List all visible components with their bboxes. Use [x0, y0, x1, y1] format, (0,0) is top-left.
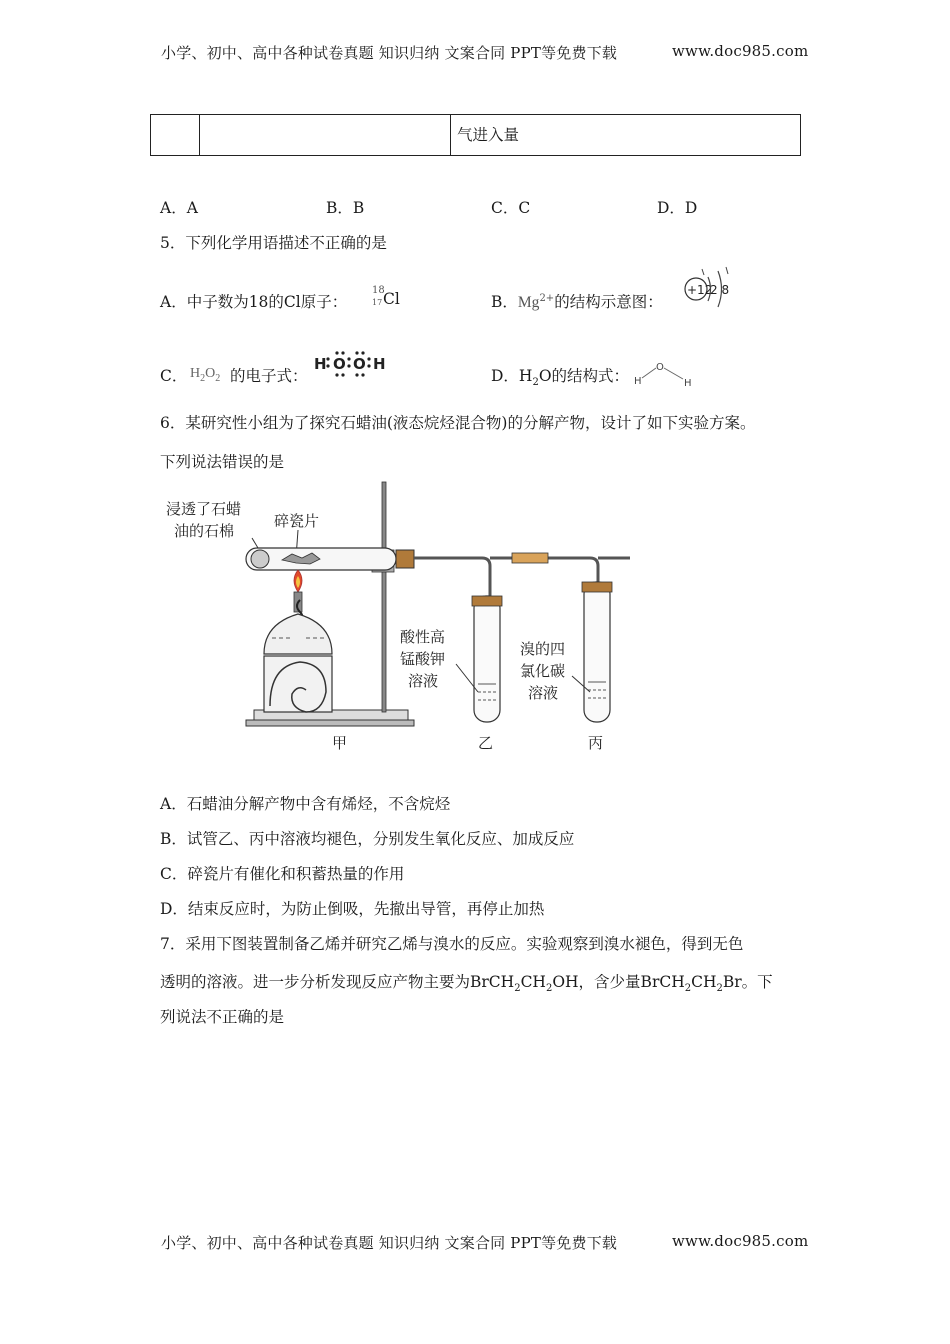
label-br-1: 溴的四: [520, 640, 566, 658]
q7-line1: 7．采用下图装置制备乙烯并研究乙烯与溴水的反应。实验观察到溴水褪色，得到无色: [160, 935, 744, 953]
label-kmno4-3: 溶液: [408, 672, 439, 690]
q5-c-formula: [190, 366, 220, 384]
label-cotton-1: 浸透了石蜡: [166, 500, 242, 518]
label-cotton-2: 油的石棉: [174, 522, 235, 540]
table-divider: [199, 115, 200, 155]
svg-text:H: H: [314, 355, 327, 373]
q5-stem: 5．下列化学用语描述不正确的是: [160, 234, 387, 252]
label-kmno4-1: 酸性高: [400, 628, 446, 646]
answer-table: [150, 114, 801, 156]
q5-b-charge: 2+: [539, 292, 555, 304]
water-o-atom: O: [656, 362, 664, 373]
q5-a-atomic-number: 17: [372, 298, 383, 307]
q7-sub: 2: [684, 983, 692, 995]
h2o2-lewis-structure: [312, 348, 390, 378]
q4-option-c: C．C: [491, 199, 531, 217]
label-porcelain: 碎瓷片: [274, 512, 320, 530]
q7-line2: [160, 970, 773, 994]
q6-option-b: B．试管乙、丙中溶液均褪色，分别发生氧化反应、加成反应: [160, 830, 575, 848]
q5-d-suffix: O的结构式：: [538, 367, 630, 385]
q4-option-b: B．B: [326, 199, 365, 217]
q6-stem-line2: 下列说法错误的是: [160, 453, 285, 471]
q6-option-c: C．碎瓷片有催化和积蓄热量的作用: [160, 865, 405, 883]
q7-line2-d: CH: [691, 973, 717, 991]
water-h-atom: H: [634, 376, 642, 387]
q6-stem-line1: 6．某研究性小组为了探究石蜡油(液态烷烃混合物)的分解产物，设计了如下实验方案。: [160, 414, 756, 432]
svg-text:O: O: [333, 355, 346, 373]
q6-option-a: A．石蜡油分解产物中含有烯烃，不含烷烃: [160, 795, 451, 813]
footer-text: 小学、初中、高中各种试卷真题 知识归纳 文案合同 PPT等免费下载: [161, 1234, 618, 1252]
label-br-3: 溶液: [528, 684, 559, 702]
water-h-atom: H: [684, 378, 692, 388]
table-divider: [450, 115, 451, 155]
footer-url[interactable]: www.doc985.com: [672, 1232, 809, 1250]
header-text: 小学、初中、高中各种试卷真题 知识归纳 文案合同 PPT等免费下载: [161, 44, 618, 62]
q5-c-suffix: 的电子式：: [230, 367, 308, 385]
caption-jia: 甲: [332, 734, 348, 752]
label-kmno4-2: 锰酸钾: [400, 650, 446, 668]
q4-option-a: A．A: [160, 199, 198, 217]
water-structural-formula: [632, 358, 696, 388]
q6-option-d: D．结束反应时，为防止倒吸，先撤出导管，再停止加热: [160, 900, 545, 918]
q5-b-prefix: B．: [491, 293, 518, 311]
mg-ion-structure-diagram: [682, 265, 742, 311]
q4-option-d: D．D: [657, 199, 698, 217]
q5-option-a: [160, 290, 347, 312]
q7-sub: 2: [514, 983, 521, 995]
label-br-2: 氯化碳: [520, 662, 566, 680]
q5-a-prefix: A．中子数为18的Cl原子：: [160, 293, 348, 311]
q7-line2-c: OH，含少量BrCH: [552, 973, 685, 991]
svg-text:O: O: [353, 355, 366, 373]
q7-line2-b: CH: [520, 973, 546, 991]
table-cell: 气进入量: [457, 126, 520, 144]
q7-line2-e: Br。下: [722, 973, 773, 991]
q7-sub: 2: [545, 983, 553, 995]
formula-h-sub: 2: [200, 372, 206, 384]
q7-line2-a: 透明的溶液。进一步分析发现反应产物主要为BrCH: [160, 973, 515, 991]
q5-d-prefix: D．H: [491, 367, 533, 385]
q5-b-suffix: 的结构示意图：: [554, 293, 663, 311]
q7-sub: 2: [716, 983, 723, 995]
q5-option-c: [160, 364, 187, 386]
q5-b-ion: Mg: [517, 294, 540, 311]
electron-shells: 2 8: [710, 283, 730, 297]
q5-d-sub: 2: [532, 377, 539, 389]
q5-option-d: [491, 364, 629, 388]
caption-bing: 丙: [588, 734, 604, 752]
q7-line3: 列说法不正确的是: [160, 1008, 285, 1026]
q5-c-prefix: C．: [160, 367, 188, 385]
formula-h: H: [190, 366, 201, 381]
header-url[interactable]: www.doc985.com: [672, 42, 809, 60]
q6-apparatus-figure: [160, 478, 650, 758]
q5-a-symbol: Cl: [383, 290, 400, 308]
caption-yi: 乙: [478, 734, 494, 752]
q5-option-b: [491, 290, 663, 312]
nucleus-charge: +12: [687, 283, 713, 297]
svg-text:H: H: [373, 355, 386, 373]
q5-a-mass-number: 18: [372, 285, 385, 296]
formula-o: O: [205, 366, 216, 381]
formula-o-sub: 2: [215, 372, 221, 384]
